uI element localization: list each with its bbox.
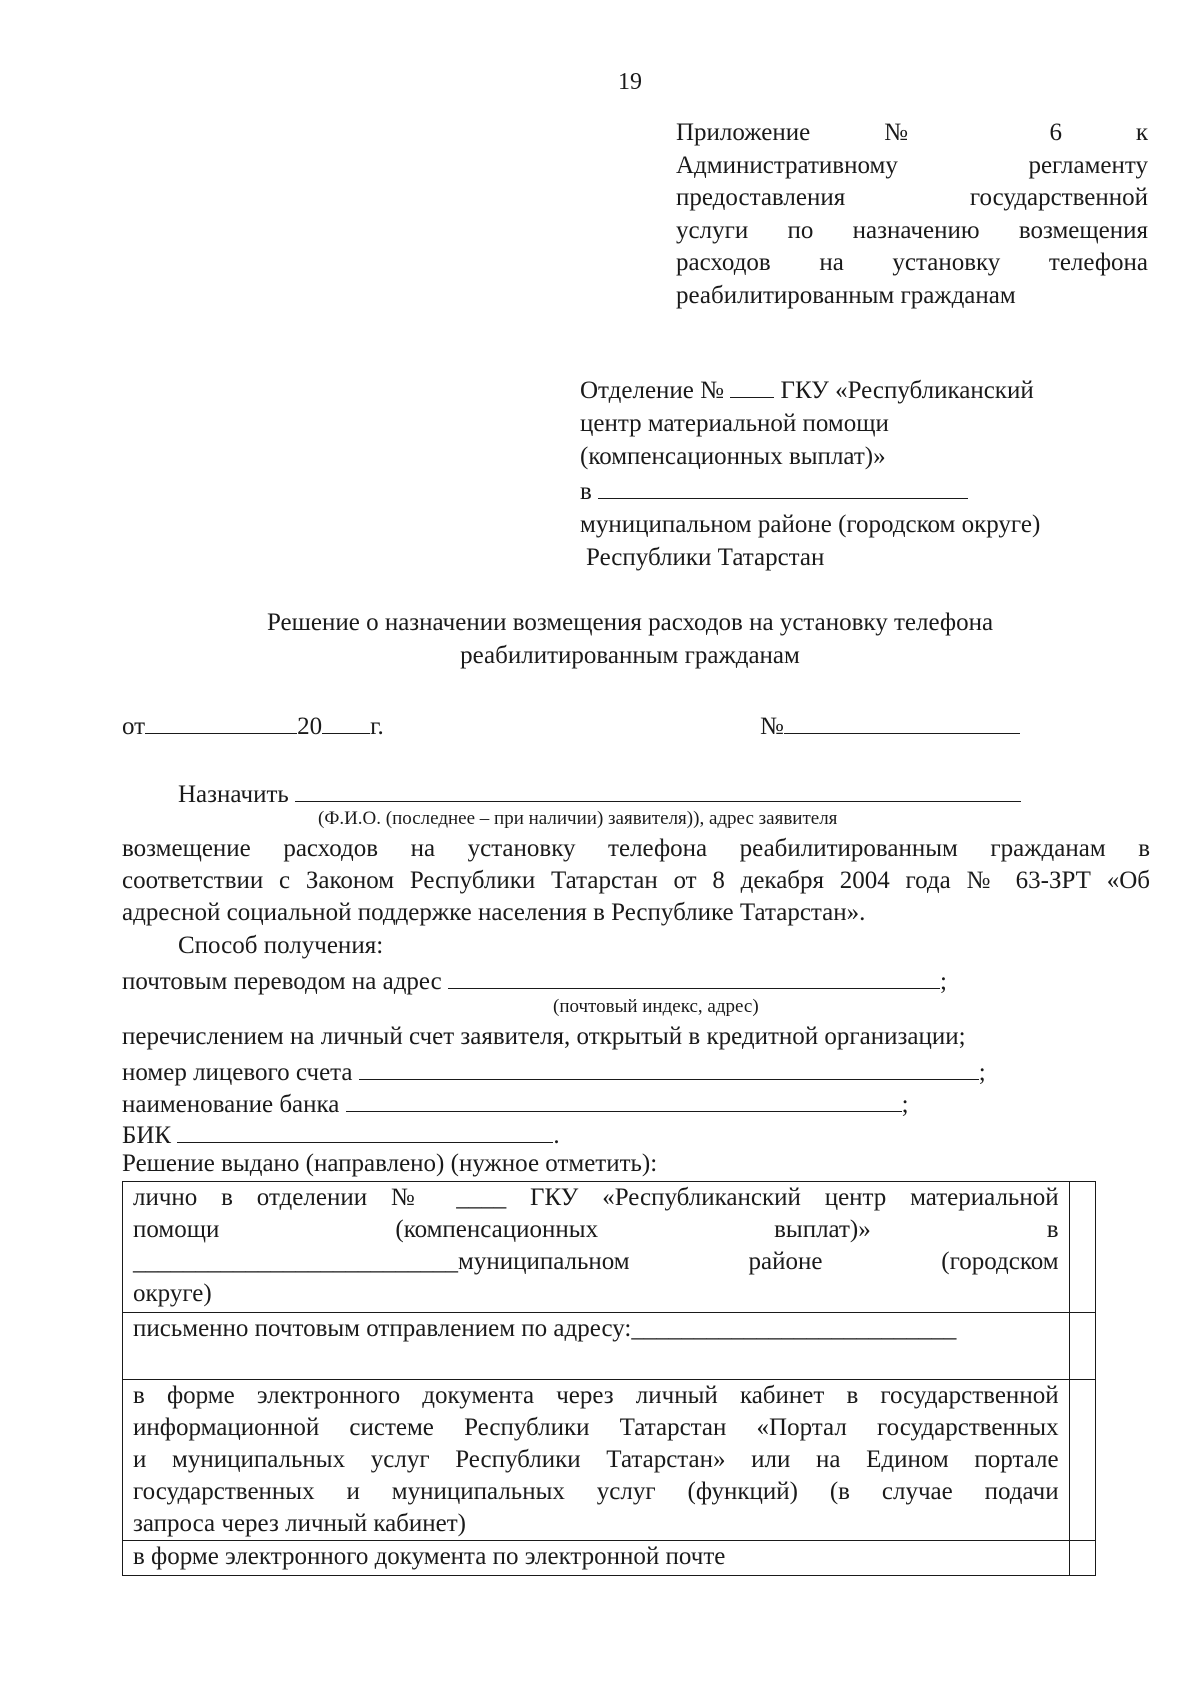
office-in-label: в	[580, 478, 592, 505]
cell-line: в форме электронного документа через личный кабинет в государственной	[133, 1382, 1059, 1409]
issue-option-in-person	[123, 1182, 1070, 1313]
checkbox-mail[interactable]	[1069, 1313, 1095, 1380]
appendix-line: Приложение № 6 к	[676, 119, 1148, 146]
document-title-line-1: Решение о назначении возмещения расходов на установку телефона	[266, 609, 994, 636]
checkbox-email[interactable]	[1069, 1541, 1095, 1576]
bank-name-field[interactable]	[346, 1086, 902, 1112]
account-label: номер лицевого счета	[122, 1059, 353, 1086]
postal-line	[122, 963, 947, 997]
table-row	[123, 1380, 1096, 1541]
table-row	[123, 1313, 1096, 1380]
checkbox-portal[interactable]	[1069, 1380, 1095, 1541]
date-field[interactable]	[145, 708, 297, 734]
issue-method-table	[122, 1181, 1096, 1576]
transfer-line: перечислением на личный счет заявителя, открытый в кредитной организации;	[122, 1023, 966, 1050]
assign-label: Назначить	[178, 781, 289, 808]
assign-body-line-3: адресной социальной поддержке населения в Республике Татарстан».	[122, 899, 866, 926]
account-number-field[interactable]	[359, 1054, 979, 1080]
appendix-line: Административному регламенту	[676, 151, 1148, 179]
appendix-line: услуги по назначению возмещения	[676, 216, 1148, 244]
bank-end: ;	[901, 1091, 909, 1118]
issue-option-email	[123, 1541, 1070, 1576]
bik-label: БИК	[122, 1122, 172, 1149]
postal-label: почтовым переводом на адрес	[122, 968, 442, 995]
cell-line: письменно почтовым отправлением по адресу:__________________________	[133, 1315, 957, 1342]
appendix-line: реабилитированным гражданам	[676, 281, 1016, 309]
document-title-line-2: реабилитированным гражданам	[460, 642, 800, 669]
office-line-6: Республики Татарстан	[586, 544, 825, 571]
table-row	[123, 1182, 1096, 1313]
document-title	[0, 606, 1200, 672]
office-line-2: центр материальной помощи	[580, 410, 889, 437]
decision-number-field[interactable]	[784, 708, 1020, 734]
appendix-line: расходов на установку телефона	[676, 249, 1148, 277]
table-row	[123, 1541, 1096, 1576]
applicant-name-field[interactable]	[295, 776, 1021, 802]
cell-line: округе)	[133, 1280, 212, 1307]
cell-line: лично в отделении № ____ ГКУ «Республиканский центр материальной	[133, 1184, 1059, 1211]
issue-option-mail	[123, 1313, 1070, 1380]
bank-line	[122, 1086, 909, 1120]
account-end: ;	[978, 1059, 986, 1086]
cell-line: __________________________муниципальном районе (городском	[133, 1248, 1059, 1275]
year-prefix: 20	[297, 713, 323, 740]
postal-caption: (почтовый индекс, адрес)	[553, 996, 759, 1017]
cell-line: государственных и муниципальных услуг (функций) (в случае подачи	[133, 1478, 1059, 1505]
year-suffix: г.	[370, 713, 384, 740]
applicant-caption: (Ф.И.О. (последнее – при наличии) заявителя)), адрес заявителя	[318, 808, 838, 829]
decision-number	[760, 708, 1020, 742]
account-line	[122, 1054, 986, 1088]
date-from-label: от	[122, 713, 146, 740]
cell-line: в форме электронного документа по электронной почте	[133, 1543, 726, 1570]
checkbox-in-person[interactable]	[1069, 1182, 1095, 1313]
number-sign: №	[760, 713, 784, 740]
postal-end: ;	[939, 968, 947, 995]
district-field[interactable]	[598, 473, 968, 499]
date-line	[122, 708, 384, 742]
bik-field[interactable]	[177, 1117, 553, 1143]
assign-body-line-1: возмещение расходов на установку телефона реабилитированным гражданам в	[122, 835, 1150, 862]
assign-line	[178, 776, 1021, 810]
page-number: 19	[618, 69, 642, 95]
method-heading: Способ получения:	[178, 932, 384, 959]
office-number-field[interactable]	[730, 372, 774, 398]
postal-address-field[interactable]	[448, 963, 940, 989]
cell-line: информационной системе Республики Татарстан «Портал государственных	[133, 1414, 1059, 1441]
cell-line: помощи (компенсационных выплат)» в	[133, 1216, 1059, 1243]
bik-end: .	[553, 1122, 560, 1149]
bik-line	[122, 1117, 560, 1151]
office-addressee	[580, 372, 1040, 574]
office-line-5: муниципальном районе (городском округе)	[580, 511, 1041, 538]
office-line-4	[580, 473, 1040, 508]
issue-option-portal	[123, 1380, 1070, 1541]
office-org-name: ГКУ «Республиканский	[780, 377, 1034, 404]
year-field[interactable]	[322, 708, 370, 734]
cell-line: и муниципальных услуг Республики Татарстан» или на Едином портале	[133, 1446, 1059, 1473]
appendix-header	[676, 117, 1148, 313]
office-line-3: (компенсационных выплат)»	[580, 443, 886, 470]
appendix-line: предоставления государственной	[676, 184, 1148, 212]
office-number-label: Отделение №	[580, 377, 724, 404]
cell-line: запроса через личный кабинет)	[133, 1510, 467, 1537]
bank-label: наименование банка	[122, 1091, 340, 1118]
office-line-1	[580, 372, 1040, 407]
issued-heading: Решение выдано (направлено) (нужное отметить):	[122, 1150, 658, 1177]
assign-body-line-2: соответствии с Законом Республики Татарстан от 8 декабря 2004 года № 63-ЗРТ «Об	[122, 867, 1150, 894]
